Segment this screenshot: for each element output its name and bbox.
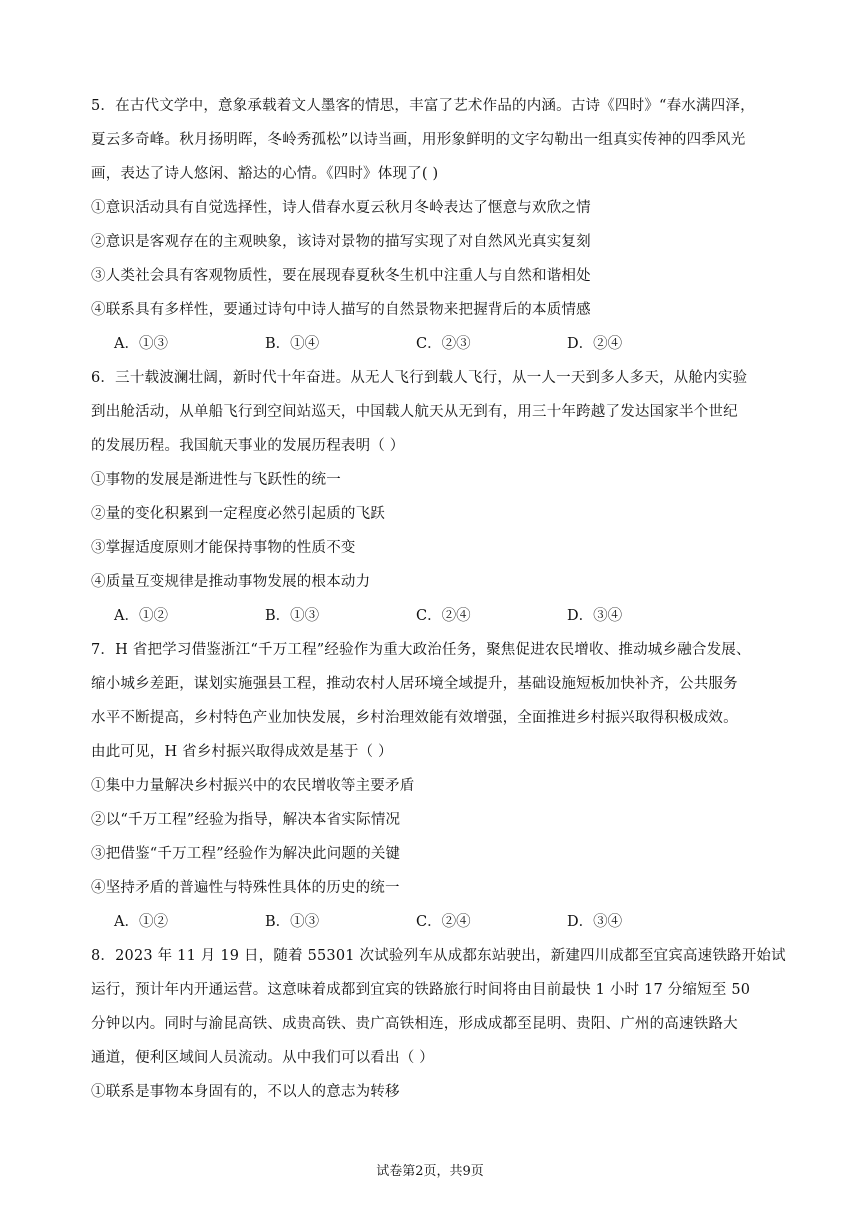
question-stem-line: 6．三十载波澜壮阔，新时代十年奋进。从无人飞行到载人飞行，从一人一天到多人多天，从舱内实验: [91, 370, 748, 386]
answer-option[interactable]: D．③④: [567, 608, 623, 624]
question-block: [91, 640, 781, 946]
answer-option[interactable]: C．②④: [416, 608, 471, 624]
statement-item: ②以“千万工程”经验为指导，解决本省实际情况: [91, 812, 401, 828]
question-stem-line: 画，表达了诗人悠闲、豁达的心情。《四时》体现了( ): [91, 166, 439, 182]
answer-option[interactable]: B．①③: [265, 608, 320, 624]
question-block: [91, 96, 781, 368]
statement-item: ②意识是客观存在的主观映象，该诗对景物的描写实现了对自然风光真实复刻: [91, 234, 591, 250]
statement-item: ①联系是事物本身固有的，不以人的意志为转移: [91, 1084, 400, 1100]
statement-item: ③掌握适度原则才能保持事物的性质不变: [91, 540, 356, 556]
question-stem-line: 运行，预计年内开通运营。这意味着成都到宜宾的铁路旅行时间将由目前最快 1 小时 17 分缩短至 50: [91, 982, 751, 998]
answer-options: [91, 912, 781, 946]
statement-item: ④质量互变规律是推动事物发展的根本动力: [91, 574, 371, 590]
page-footer: 试卷第2页，共9页: [376, 1164, 484, 1179]
answer-options: [91, 334, 781, 368]
answer-option[interactable]: D．③④: [567, 914, 623, 930]
answer-option[interactable]: A．①②: [114, 608, 168, 624]
statement-item: ①事物的发展是渐进性与飞跃性的统一: [91, 472, 341, 488]
answer-option[interactable]: B．①③: [265, 914, 320, 930]
questions-area: [91, 96, 786, 1116]
statement-item: ④联系具有多样性，要通过诗句中诗人描写的自然景物来把握背后的本质情感: [91, 302, 591, 318]
statement-item: ①意识活动具有自觉选择性，诗人借春水夏云秋月冬岭表达了惬意与欢欣之情: [91, 200, 591, 216]
question-stem-line: 通道，便利区域间人员流动。从中我们可以看出（ ）: [91, 1050, 434, 1066]
statement-item: ①集中力量解决乡村振兴中的农民增收等主要矛盾: [91, 778, 415, 794]
question-stem-line: 夏云多奇峰。秋月扬明晖，冬岭秀孤松”以诗当画，用形象鲜明的文字勾勒出一组真实传神的四季风光: [91, 132, 746, 148]
answer-option[interactable]: C．②③: [416, 336, 471, 352]
statement-item: ②量的变化积累到一定程度必然引起质的飞跃: [91, 506, 385, 522]
answer-option[interactable]: A．①③: [114, 336, 168, 352]
answer-option[interactable]: A．①②: [114, 914, 168, 930]
question-block: [91, 946, 786, 1116]
answer-option[interactable]: C．②④: [416, 914, 471, 930]
question-stem-line: 由此可见，H 省乡村振兴取得成效是基于（ ）: [91, 744, 393, 760]
answer-options: [91, 606, 781, 640]
question-stem-line: 5．在古代文学中，意象承载着文人墨客的情思，丰富了艺术作品的内涵。古诗《四时》“春水满四泽，: [91, 98, 755, 114]
statement-item: ③人类社会具有客观物质性，要在展现春夏秋冬生机中注重人与自然和谐相处: [91, 268, 591, 284]
question-stem-line: 到出舱活动，从单船飞行到空间站巡天，中国载人航天从无到有，用三十年跨越了发达国家半个世纪: [91, 404, 738, 420]
question-stem-line: 的发展历程。我国航天事业的发展历程表明（ ）: [91, 438, 405, 454]
question-stem-line: 缩小城乡差距，谋划实施强县工程，推动农村人居环境全域提升，基础设施短板加快补齐，公共服务: [91, 676, 738, 692]
question-stem-line: 7．H 省把学习借鉴浙江“千万工程”经验作为重大政治任务，聚焦促进农民增收、推动城乡融合发展、: [91, 642, 751, 658]
question-stem-line: 8．2023 年 11 月 19 日，随着 55301 次试验列车从成都东站驶出，新建四川成都至宜宾高速铁路开始试: [91, 948, 786, 964]
statement-item: ③把借鉴“千万工程”经验作为解决此问题的关键: [91, 846, 401, 862]
question-stem-line: 分钟以内。同时与渝昆高铁、成贵高铁、贵广高铁相连，形成成都至昆明、贵阳、广州的高速铁路大: [91, 1016, 738, 1032]
answer-option[interactable]: D．②④: [567, 336, 623, 352]
question-block: [91, 368, 781, 640]
answer-option[interactable]: B．①④: [265, 336, 320, 352]
question-stem-line: 水平不断提高，乡村特色产业加快发展，乡村治理效能有效增强，全面推进乡村振兴取得积极成效。: [91, 710, 738, 726]
statement-item: ④坚持矛盾的普遍性与特殊性具体的历史的统一: [91, 880, 400, 896]
